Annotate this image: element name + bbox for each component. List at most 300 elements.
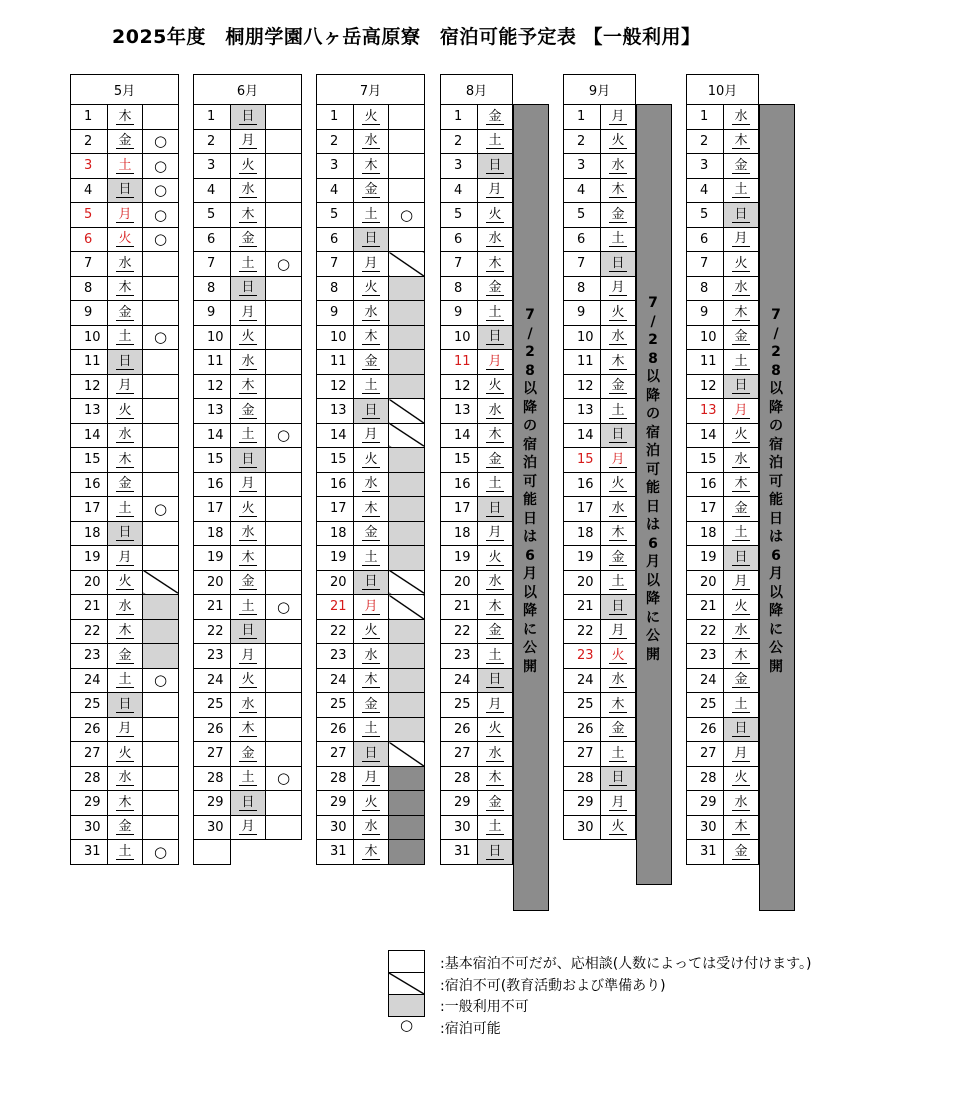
status-closed	[389, 717, 425, 742]
day-row	[564, 717, 636, 742]
weekday-label: 金	[486, 281, 504, 296]
vertical-note-char: の	[646, 406, 660, 422]
day-number: 11	[441, 350, 478, 375]
day-row	[71, 693, 179, 718]
status-unavailable	[389, 595, 425, 620]
day-number: 21	[441, 595, 478, 620]
day-row	[441, 301, 513, 326]
weekday-label: 金	[732, 502, 750, 517]
weekday-label: 火	[609, 306, 627, 321]
day-number: 11	[687, 350, 724, 375]
day-number: 16	[564, 472, 601, 497]
day-row	[317, 840, 425, 865]
weekday	[478, 350, 513, 375]
weekday-label: 水	[732, 796, 750, 811]
weekday	[108, 203, 143, 228]
weekday	[724, 448, 759, 473]
day-number: 1	[687, 105, 724, 130]
weekday	[108, 644, 143, 669]
day-row	[317, 619, 425, 644]
vertical-note-char: は	[523, 529, 537, 545]
day-row	[194, 742, 302, 767]
status-consult	[266, 693, 302, 718]
day-number: 25	[194, 693, 231, 718]
day-row	[317, 717, 425, 742]
day-number: 1	[441, 105, 478, 130]
weekday	[108, 840, 143, 865]
day-number: 8	[564, 276, 601, 301]
weekday	[724, 276, 759, 301]
day-number: 6	[71, 227, 108, 252]
weekday	[231, 129, 266, 154]
day-number: 26	[194, 717, 231, 742]
vertical-note-char: 7	[771, 307, 781, 323]
day-number: 16	[194, 472, 231, 497]
vertical-note-char: の	[523, 418, 537, 434]
weekday	[231, 766, 266, 791]
weekday	[354, 815, 389, 840]
status-consult	[266, 374, 302, 399]
day-number: 14	[441, 423, 478, 448]
day-number: 6	[564, 227, 601, 252]
day-number: 8	[441, 276, 478, 301]
day-number: 3	[564, 154, 601, 179]
weekday	[601, 668, 636, 693]
day-number: 1	[317, 105, 354, 130]
available-circle-icon: ○	[266, 252, 302, 277]
weekday	[108, 301, 143, 326]
weekday	[724, 717, 759, 742]
weekday-label: 木	[239, 551, 257, 566]
weekday-label: 金	[732, 330, 750, 345]
day-row	[564, 203, 636, 228]
day-row	[564, 570, 636, 595]
weekday	[601, 595, 636, 620]
weekday-label: 金	[486, 453, 504, 468]
weekday	[724, 154, 759, 179]
day-number: 29	[441, 791, 478, 816]
weekday	[354, 178, 389, 203]
day-row	[441, 546, 513, 571]
weekday	[478, 374, 513, 399]
day-row	[71, 301, 179, 326]
day-row	[317, 521, 425, 546]
day-number: 5	[194, 203, 231, 228]
day-number: 4	[317, 178, 354, 203]
weekday	[231, 105, 266, 130]
weekday	[724, 521, 759, 546]
day-number: 10	[71, 325, 108, 350]
weekday-label: 水	[486, 747, 504, 762]
day-number: 14	[194, 423, 231, 448]
day-number: 20	[317, 570, 354, 595]
day-row	[441, 227, 513, 252]
status-unpublished	[389, 840, 425, 865]
day-row	[71, 203, 179, 228]
weekday-label: 月	[116, 379, 134, 394]
day-row	[194, 105, 302, 130]
weekday	[724, 693, 759, 718]
weekday-label: 金	[486, 796, 504, 811]
weekday-label: 日	[732, 722, 750, 737]
day-row	[687, 742, 759, 767]
weekday-label: 土	[362, 722, 380, 737]
day-row	[441, 595, 513, 620]
weekday	[601, 154, 636, 179]
weekday-label: 水	[609, 502, 627, 517]
day-row	[687, 252, 759, 277]
status-consult	[143, 276, 179, 301]
weekday	[231, 791, 266, 816]
status-consult	[143, 791, 179, 816]
day-row	[687, 203, 759, 228]
day-row	[564, 766, 636, 791]
weekday-label: 金	[116, 820, 134, 835]
day-row	[194, 276, 302, 301]
weekday-label: 水	[116, 428, 134, 443]
weekday-label: 月	[362, 771, 380, 786]
weekday-label: 火	[239, 673, 257, 688]
weekday-label: 月	[732, 404, 750, 419]
weekday-label: 日	[609, 257, 627, 272]
vertical-note-char: 泊	[769, 455, 783, 471]
day-row	[71, 399, 179, 424]
weekday	[354, 742, 389, 767]
day-row	[194, 399, 302, 424]
weekday	[231, 815, 266, 840]
available-circle-icon: ○	[266, 766, 302, 791]
day-row	[687, 791, 759, 816]
weekday	[231, 472, 266, 497]
available-circle-icon: ○	[143, 154, 179, 179]
weekday-label: 月	[609, 796, 627, 811]
weekday-label: 月	[239, 820, 257, 835]
status-consult	[266, 570, 302, 595]
weekday	[108, 693, 143, 718]
weekday	[108, 252, 143, 277]
day-row	[441, 815, 513, 840]
day-row	[687, 693, 759, 718]
day-row	[564, 301, 636, 326]
weekday	[601, 350, 636, 375]
weekday	[478, 521, 513, 546]
day-number: 4	[441, 178, 478, 203]
weekday	[354, 276, 389, 301]
weekday	[108, 423, 143, 448]
day-row	[71, 570, 179, 595]
weekday	[108, 668, 143, 693]
available-circle-icon: ○	[143, 840, 179, 865]
day-number: 30	[194, 815, 231, 840]
weekday	[478, 178, 513, 203]
weekday-label: 土	[609, 575, 627, 590]
day-number: 22	[564, 619, 601, 644]
day-row	[441, 619, 513, 644]
weekday-label: 日	[239, 796, 257, 811]
day-number: 19	[317, 546, 354, 571]
day-row	[687, 521, 759, 546]
day-number: 26	[441, 717, 478, 742]
day-row	[687, 815, 759, 840]
weekday-label: 水	[239, 526, 257, 541]
vertical-note-char: は	[646, 517, 660, 533]
day-number: 12	[564, 374, 601, 399]
day-row	[71, 129, 179, 154]
weekday	[478, 595, 513, 620]
legend-circle-icon: ○	[400, 1016, 414, 1034]
day-row	[194, 644, 302, 669]
day-row	[194, 521, 302, 546]
day-number: 21	[71, 595, 108, 620]
weekday-label: 火	[362, 281, 380, 296]
weekday	[601, 619, 636, 644]
weekday-label: 土	[116, 502, 134, 517]
blank-cell	[194, 840, 231, 865]
day-number: 20	[194, 570, 231, 595]
weekday-label: 土	[486, 477, 504, 492]
day-row	[687, 374, 759, 399]
day-row	[564, 423, 636, 448]
weekday	[354, 472, 389, 497]
vertical-note-char: に	[646, 609, 660, 626]
status-closed	[389, 472, 425, 497]
weekday	[601, 448, 636, 473]
weekday	[354, 325, 389, 350]
day-number: 31	[71, 840, 108, 865]
vertical-note-char: 2	[525, 344, 535, 360]
day-number: 28	[687, 766, 724, 791]
day-number: 28	[317, 766, 354, 791]
weekday-label: 金	[732, 159, 750, 174]
day-row	[687, 399, 759, 424]
day-row	[564, 546, 636, 571]
weekday-label: 木	[486, 428, 504, 443]
weekday	[478, 203, 513, 228]
day-number: 18	[564, 521, 601, 546]
day-number: 5	[71, 203, 108, 228]
day-number: 28	[564, 766, 601, 791]
weekday-label: 日	[362, 747, 380, 762]
weekday	[108, 178, 143, 203]
day-number: 10	[687, 325, 724, 350]
day-number: 4	[564, 178, 601, 203]
weekday-label: 火	[609, 477, 627, 492]
weekday	[478, 668, 513, 693]
weekday	[354, 619, 389, 644]
day-number: 13	[564, 399, 601, 424]
day-number: 13	[71, 399, 108, 424]
weekday-label: 火	[362, 110, 380, 125]
status-consult	[266, 546, 302, 571]
weekday-label: 土	[116, 673, 134, 688]
weekday-label: 土	[609, 232, 627, 247]
weekday-label: 月	[116, 722, 134, 737]
vertical-note-char: 公	[523, 640, 537, 656]
day-number: 10	[564, 325, 601, 350]
weekday-label: 木	[362, 330, 380, 345]
weekday-label: 日	[732, 551, 750, 566]
day-number: 1	[564, 105, 601, 130]
vertical-note-char: 以	[769, 584, 783, 601]
day-number: 9	[441, 301, 478, 326]
status-consult	[389, 227, 425, 252]
status-unpublished	[389, 815, 425, 840]
day-row	[564, 693, 636, 718]
weekday-label: 火	[486, 208, 504, 223]
day-number: 26	[317, 717, 354, 742]
weekday	[724, 350, 759, 375]
weekday-label: 土	[732, 183, 750, 198]
weekday-label: 火	[116, 747, 134, 762]
day-row	[317, 399, 425, 424]
weekday-label: 水	[732, 453, 750, 468]
weekday-label: 金	[116, 649, 134, 664]
status-consult	[266, 178, 302, 203]
status-closed	[389, 325, 425, 350]
day-row	[317, 546, 425, 571]
weekday-label: 火	[239, 159, 257, 174]
weekday	[354, 840, 389, 865]
day-row	[441, 644, 513, 669]
weekday-label: 火	[609, 134, 627, 149]
status-consult	[266, 448, 302, 473]
day-row	[687, 570, 759, 595]
day-number: 20	[687, 570, 724, 595]
weekday-label: 木	[239, 379, 257, 394]
weekday-label: 木	[116, 796, 134, 811]
day-row	[441, 840, 513, 865]
weekday-label: 木	[362, 673, 380, 688]
weekday	[231, 448, 266, 473]
weekday-label: 水	[239, 698, 257, 713]
weekday-label: 日	[239, 110, 257, 125]
day-number: 18	[194, 521, 231, 546]
day-number: 23	[194, 644, 231, 669]
weekday-label: 土	[239, 257, 257, 272]
day-row	[687, 276, 759, 301]
vertical-note-char: /	[773, 325, 779, 342]
vertical-note-char: 能	[646, 480, 660, 496]
weekday	[601, 399, 636, 424]
vertical-note-char: 開	[523, 658, 537, 675]
status-consult	[266, 227, 302, 252]
day-row	[71, 644, 179, 669]
weekday-label: 水	[732, 110, 750, 125]
status-consult	[266, 717, 302, 742]
weekday	[354, 105, 389, 130]
weekday-label: 火	[732, 600, 750, 615]
day-row	[687, 178, 759, 203]
weekday	[601, 276, 636, 301]
weekday	[724, 595, 759, 620]
status-consult	[389, 129, 425, 154]
day-number: 27	[317, 742, 354, 767]
vertical-note-char: 宿	[523, 436, 537, 453]
weekday	[108, 766, 143, 791]
weekday	[354, 423, 389, 448]
status-consult	[143, 766, 179, 791]
weekday-label: 月	[362, 428, 380, 443]
day-row	[564, 374, 636, 399]
weekday	[108, 521, 143, 546]
day-number: 19	[441, 546, 478, 571]
day-row	[71, 423, 179, 448]
weekday-label: 土	[116, 159, 134, 174]
day-row	[317, 815, 425, 840]
day-row	[317, 570, 425, 595]
weekday	[601, 497, 636, 522]
day-number: 7	[317, 252, 354, 277]
weekday	[601, 325, 636, 350]
weekday	[724, 325, 759, 350]
weekday-label: 土	[732, 698, 750, 713]
weekday-label: 日	[116, 183, 134, 198]
available-circle-icon: ○	[266, 423, 302, 448]
status-consult	[143, 350, 179, 375]
weekday-label: 日	[486, 159, 504, 174]
status-consult	[266, 325, 302, 350]
weekday-label: 金	[486, 624, 504, 639]
weekday	[724, 227, 759, 252]
weekday-label: 金	[609, 379, 627, 394]
weekday	[354, 766, 389, 791]
day-row	[194, 448, 302, 473]
weekday	[478, 252, 513, 277]
day-number: 4	[194, 178, 231, 203]
weekday	[231, 178, 266, 203]
status-consult	[266, 129, 302, 154]
vertical-note-char: 公	[769, 640, 783, 656]
day-number: 6	[687, 227, 724, 252]
weekday-label: 火	[116, 232, 134, 247]
vertical-note-char: 8	[648, 350, 658, 367]
weekday-label: 日	[486, 845, 504, 860]
day-number: 13	[317, 399, 354, 424]
weekday	[478, 423, 513, 448]
day-number: 3	[441, 154, 478, 179]
weekday	[724, 301, 759, 326]
available-circle-icon: ○	[143, 178, 179, 203]
weekday	[354, 301, 389, 326]
day-number: 9	[687, 301, 724, 326]
day-number: 25	[71, 693, 108, 718]
day-row	[441, 693, 513, 718]
day-number: 17	[71, 497, 108, 522]
weekday	[601, 521, 636, 546]
vertical-note-char: /	[527, 325, 533, 342]
month-table	[316, 74, 425, 865]
weekday-label: 日	[362, 404, 380, 419]
day-number: 19	[194, 546, 231, 571]
day-row	[71, 276, 179, 301]
weekday	[108, 472, 143, 497]
weekday-label: 土	[486, 134, 504, 149]
day-number: 20	[441, 570, 478, 595]
weekday-label: 月	[609, 624, 627, 639]
status-consult	[266, 742, 302, 767]
weekday	[108, 227, 143, 252]
weekday-label: 月	[239, 649, 257, 664]
day-row	[687, 668, 759, 693]
weekday	[108, 399, 143, 424]
available-circle-icon: ○	[389, 203, 425, 228]
day-number: 20	[564, 570, 601, 595]
weekday-label: 火	[486, 379, 504, 394]
day-number: 14	[317, 423, 354, 448]
day-row	[71, 840, 179, 865]
day-row	[317, 791, 425, 816]
day-number: 21	[317, 595, 354, 620]
